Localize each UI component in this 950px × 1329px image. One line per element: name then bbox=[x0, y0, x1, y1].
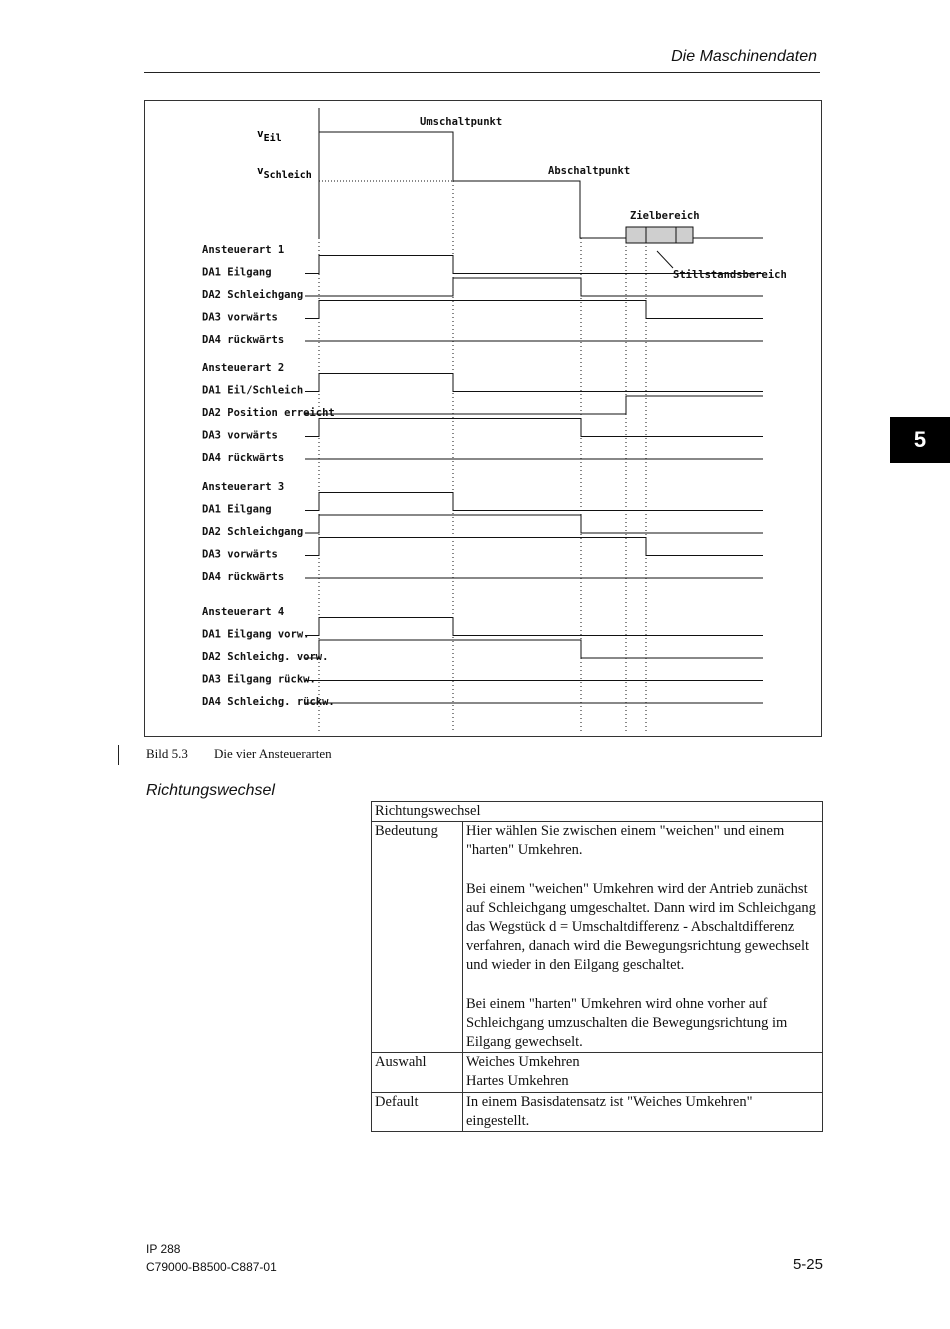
table-title: Richtungswechsel bbox=[372, 802, 823, 822]
group-title: Ansteuerart 1 bbox=[202, 244, 285, 256]
group-title: Ansteuerart 4 bbox=[202, 606, 285, 618]
table-title-row bbox=[372, 802, 823, 822]
caption-number: Bild 5.3 bbox=[146, 746, 188, 761]
v-schleich-label: vSchleich bbox=[257, 164, 312, 181]
signal-label: DA2 Schleichgang bbox=[202, 526, 304, 538]
signal-trace bbox=[305, 493, 763, 511]
stillstandsbereich-pointer bbox=[657, 251, 673, 268]
row-key-auswahl: Auswahl bbox=[372, 1053, 463, 1092]
signal-label: DA4 rückwärts bbox=[202, 334, 285, 346]
umschaltpunkt-label: Umschaltpunkt bbox=[420, 116, 503, 128]
option-hart: Hartes Umkehren bbox=[466, 1073, 569, 1090]
signal-label: DA3 Eilgang rückw. bbox=[202, 673, 316, 686]
signal-trace bbox=[305, 374, 763, 392]
signal-label: DA3 vorwärts bbox=[202, 429, 278, 442]
row-key-default: Default bbox=[372, 1092, 463, 1131]
table-row bbox=[372, 1053, 823, 1092]
row-value-default: In einem Basisdatensatz ist "Weiches Umkehren" eingestellt. bbox=[463, 1092, 823, 1131]
footer-order-number: C79000-B8500-C887-01 bbox=[146, 1260, 277, 1274]
signal-label: DA1 Eilgang vorw. bbox=[202, 628, 310, 641]
zielbereich-box bbox=[626, 227, 693, 243]
timing-diagram-figure bbox=[144, 100, 822, 737]
row-value-bedeutung bbox=[463, 822, 823, 1053]
signal-trace bbox=[305, 515, 763, 533]
footer-product: IP 288 bbox=[146, 1242, 181, 1256]
signal-label: DA2 Schleichgang bbox=[202, 289, 304, 301]
zielbereich-label: Zielbereich bbox=[630, 210, 700, 222]
table-row bbox=[372, 822, 823, 1053]
group-title: Ansteuerart 2 bbox=[202, 362, 285, 374]
signal-trace bbox=[305, 640, 763, 658]
option-weich: Weiches Umkehren bbox=[466, 1054, 580, 1071]
signal-label: DA4 Schleichg. rückw. bbox=[202, 696, 335, 708]
signal-trace bbox=[305, 396, 763, 414]
row-value-auswahl bbox=[463, 1053, 823, 1092]
stillstandsbereich-label: Stillstandsbereich bbox=[673, 269, 787, 281]
signal-label: DA3 vorwärts bbox=[202, 311, 278, 324]
signal-trace bbox=[305, 419, 763, 437]
group-title: Ansteuerart 3 bbox=[202, 481, 285, 493]
timing-diagram bbox=[145, 101, 823, 738]
signal-trace bbox=[305, 618, 763, 636]
signal-label: DA2 Position erreicht bbox=[202, 407, 335, 419]
signal-label: DA1 Eilgang bbox=[202, 503, 272, 516]
abschaltpunkt-label: Abschaltpunkt bbox=[548, 165, 631, 177]
paragraph: Bei einem "weichen" Umkehren wird der Antrieb zunächst auf Schleichgang umgeschaltet. Dann wird im Schleichgang das Wegstück d = Umschaltdifferenz - Abschaltdifferenz verfahren, danach wird die Bewegungsrichtung gewechselt und wieder in den Eilgang geschaltet. bbox=[466, 880, 816, 974]
caption-text: Die vier Ansteuerarten bbox=[214, 746, 332, 761]
page-number: 5-25 bbox=[792, 1256, 823, 1273]
signal-label: DA4 rückwärts bbox=[202, 571, 285, 583]
change-bar bbox=[118, 745, 119, 765]
signal-trace bbox=[305, 538, 763, 556]
paragraph: Bei einem "harten" Umkehren wird ohne vorher auf Schleichgang umzuschalten die Bewegungsrichtung im Eilgang gewechselt. bbox=[466, 995, 788, 1051]
header-rule bbox=[144, 72, 820, 73]
signal-label: DA1 Eil/Schleich bbox=[202, 384, 304, 397]
signal-label: DA2 Schleichg. vorw. bbox=[202, 651, 329, 663]
parameter-table bbox=[371, 801, 823, 1132]
running-header: Die Maschinendaten bbox=[671, 48, 817, 65]
chapter-tab: 5 bbox=[890, 417, 950, 463]
v-eil-label: vEil bbox=[257, 127, 282, 144]
paragraph: Hier wählen Sie zwischen einem "weichen" und einem "harten" Umkehren. bbox=[466, 823, 785, 859]
signal-trace bbox=[305, 301, 763, 319]
figure-caption bbox=[146, 746, 332, 762]
section-title: Richtungswechsel bbox=[146, 782, 275, 799]
signal-label: DA1 Eilgang bbox=[202, 266, 272, 279]
signal-label: DA3 vorwärts bbox=[202, 548, 278, 561]
table-row bbox=[372, 1092, 823, 1131]
row-key-bedeutung: Bedeutung bbox=[372, 822, 463, 1053]
signal-label: DA4 rückwärts bbox=[202, 452, 285, 464]
